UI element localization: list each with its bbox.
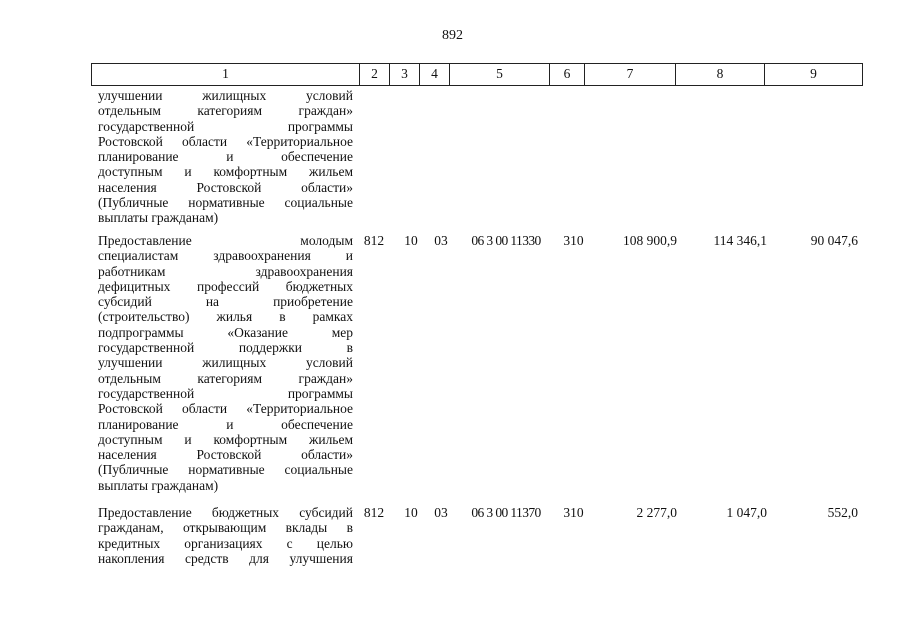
header-col-4: 4 (420, 64, 450, 85)
description-line: отдельным категориям граждан» (98, 370, 353, 386)
description-line: выплаты гражданам) (98, 477, 219, 493)
description-line: кредитных организациях с целью (98, 535, 353, 551)
description-line: Ростовской области «Территориальное (98, 133, 353, 149)
description-line: государственной программы (98, 385, 353, 401)
description-line: планирование и обеспечение (98, 149, 353, 165)
description-line: дефицитных профессий бюджетных (98, 278, 353, 294)
description-line: государственной поддержки в (98, 340, 353, 356)
description-line: Предоставление бюджетных субсидий (98, 505, 353, 520)
description-line: населения Ростовской области» (98, 179, 353, 195)
description-line: населения Ростовской области» (98, 447, 353, 463)
cell-col-2: 812 (363, 233, 385, 248)
cell-col-4: 03 (434, 505, 448, 520)
header-col-1: 1 (92, 64, 360, 85)
description-line: (Публичные нормативные социальные (98, 462, 353, 478)
description-line: (строительство) жилья в рамках (98, 309, 353, 325)
header-col-6: 6 (550, 64, 585, 85)
cell-col-2: 812 (363, 505, 385, 520)
cell-col-9: 552,0 (827, 505, 858, 520)
description-line: доступным и комфортным жильем (98, 164, 353, 180)
cell-col-4: 03 (434, 233, 448, 248)
header-col-5: 5 (450, 64, 550, 85)
description-line: выплаты гражданам) (98, 210, 219, 226)
cell-col-7: 2 277,0 (636, 505, 677, 520)
table-header-row (91, 63, 863, 86)
description-line: (Публичные нормативные социальные (98, 195, 353, 211)
description-line: отдельным категориям граждан» (98, 103, 353, 119)
cell-col-3: 10 (404, 233, 418, 248)
header-col-7: 7 (585, 64, 676, 85)
cell-col-5: 06 3 00 11370 (471, 505, 541, 520)
cell-col-3: 10 (404, 505, 418, 520)
description-line: накопления средств для улучшения (98, 550, 353, 566)
page-number: 892 (442, 28, 463, 43)
description-line: доступным и комфортным жильем (98, 431, 353, 447)
description-line: планирование и обеспечение (98, 416, 353, 432)
description-line: государственной программы (98, 118, 353, 134)
row-description (98, 505, 353, 566)
cell-col-8: 1 047,0 (726, 505, 767, 520)
cell-col-6: 310 (563, 233, 584, 248)
description-line: Предоставление молодым (98, 233, 353, 248)
cell-col-6: 310 (563, 505, 584, 520)
description-line: улучшении жилищных условий (98, 88, 353, 103)
header-col-2: 2 (360, 64, 390, 85)
cell-col-5: 06 3 00 11330 (471, 233, 541, 248)
cell-col-9: 90 047,6 (810, 233, 858, 248)
description-line: субсидий на приобретение (98, 294, 353, 310)
row-description (98, 233, 353, 493)
description-line: работникам здравоохранения (98, 263, 353, 279)
description-line: специалистам здравоохранения и (98, 248, 353, 264)
description-line: Ростовской области «Территориальное (98, 401, 353, 417)
description-line: гражданам, открывающим вклады в (98, 520, 353, 536)
header-col-9: 9 (765, 64, 863, 85)
cell-col-8: 114 346,1 (713, 233, 767, 248)
header-col-8: 8 (676, 64, 765, 85)
description-line: улучшении жилищных условий (98, 355, 353, 371)
row-description (98, 88, 353, 226)
cell-col-7: 108 900,9 (623, 233, 677, 248)
description-line: подпрограммы «Оказание мер (98, 324, 353, 340)
header-col-3: 3 (390, 64, 420, 85)
